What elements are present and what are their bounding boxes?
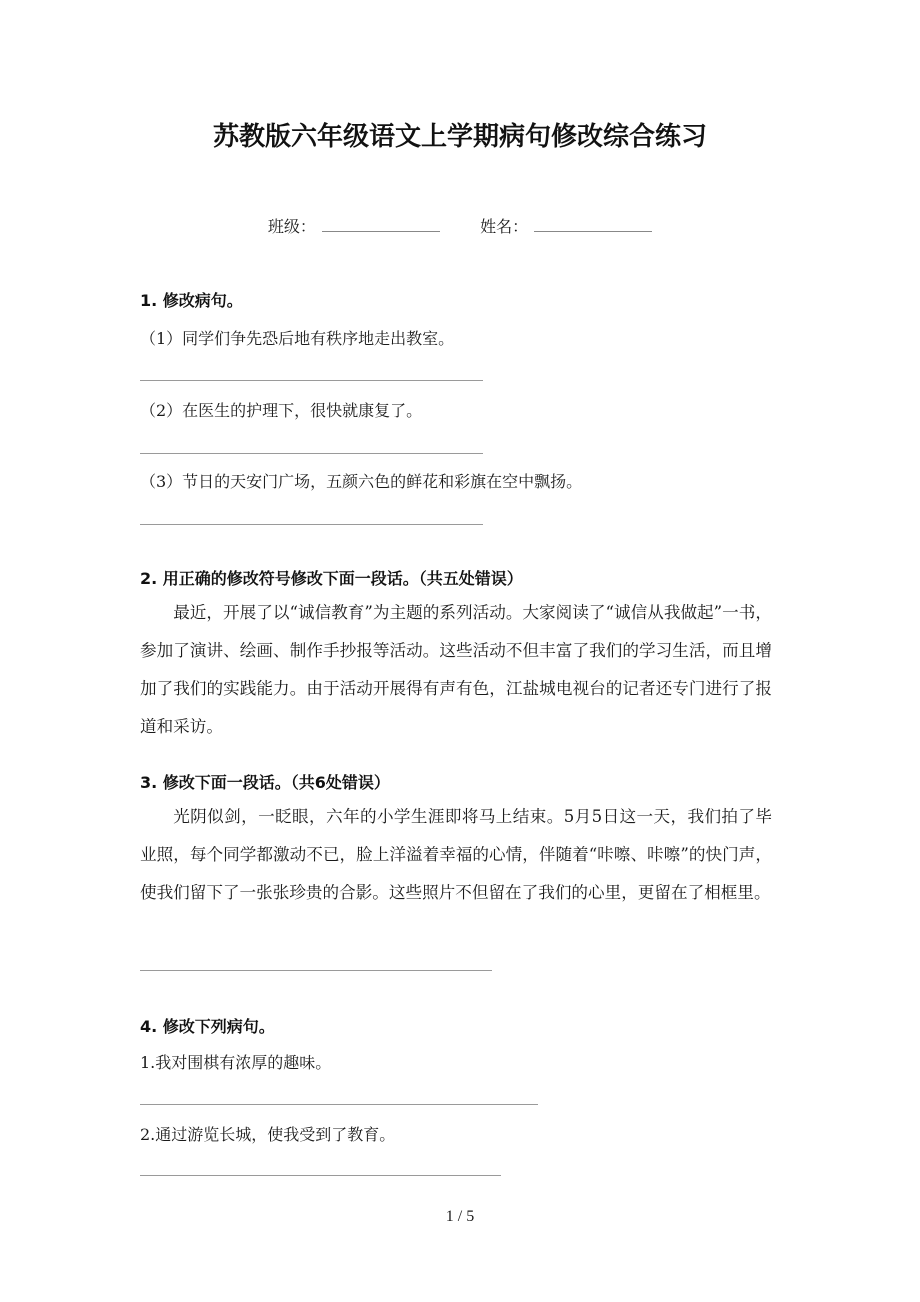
page-indicator: 1 / 5	[445, 1208, 475, 1225]
question-1-item-3: （3）节日的天安门广场，五颜六色的鲜花和彩旗在空中飘扬。	[140, 472, 583, 491]
question-1-heading: 1. 修改病句。	[140, 291, 243, 310]
answer-line[interactable]	[140, 380, 483, 381]
question-3-paragraph: 光阴似剑，一眨眼，六年的小学生涯即将马上结束。5月5日这一天，我们拍了毕业照，每个同学都激动不已，脸上洋溢着幸福的心情，伴随着“咔嚓、咔嚓”的快门声，使我们留下了一张张珍贵的合影。这些照片不但留在了我们的心里，更留在了相框里。	[140, 807, 772, 902]
question-4-heading: 4. 修改下列病句。	[140, 1017, 275, 1036]
answer-line[interactable]	[140, 970, 492, 971]
question-3-heading: 3. 修改下面一段话。（共6处错误）	[140, 773, 390, 792]
answer-line[interactable]	[140, 1104, 538, 1105]
question-2-heading: 2. 用正确的修改符号修改下面一段话。（共五处错误）	[140, 569, 523, 588]
question-2-paragraph: 最近，开展了以“诚信教育”为主题的系列活动。大家阅读了“诚信从我做起”一书，参加了演讲、绘画、制作手抄报等活动。这些活动不但丰富了我们的学习生活，而且增加了我们的实践能力。由于活动开展得有声有色，江盐城电视台的记者还专门进行了报道和采访。	[140, 603, 772, 736]
document-title: 苏教版六年级语文上学期病句修改综合练习	[212, 122, 707, 152]
question-1-item-2: （2）在医生的护理下，很快就康复了。	[140, 401, 423, 420]
question-4-item-1: 1.我对围棋有浓厚的趣味。	[140, 1053, 332, 1072]
answer-line[interactable]	[140, 524, 483, 525]
name-label: 姓名：	[480, 217, 529, 236]
question-4-item-2: 2.通过游览长城，使我受到了教育。	[140, 1125, 396, 1144]
class-blank[interactable]	[322, 217, 440, 232]
answer-line[interactable]	[140, 453, 483, 454]
class-label: 班级：	[267, 217, 316, 236]
name-blank[interactable]	[534, 217, 652, 232]
answer-line[interactable]	[140, 1175, 501, 1176]
question-1-item-1: （1）同学们争先恐后地有秩序地走出教室。	[140, 329, 455, 348]
student-info-row	[0, 214, 920, 237]
